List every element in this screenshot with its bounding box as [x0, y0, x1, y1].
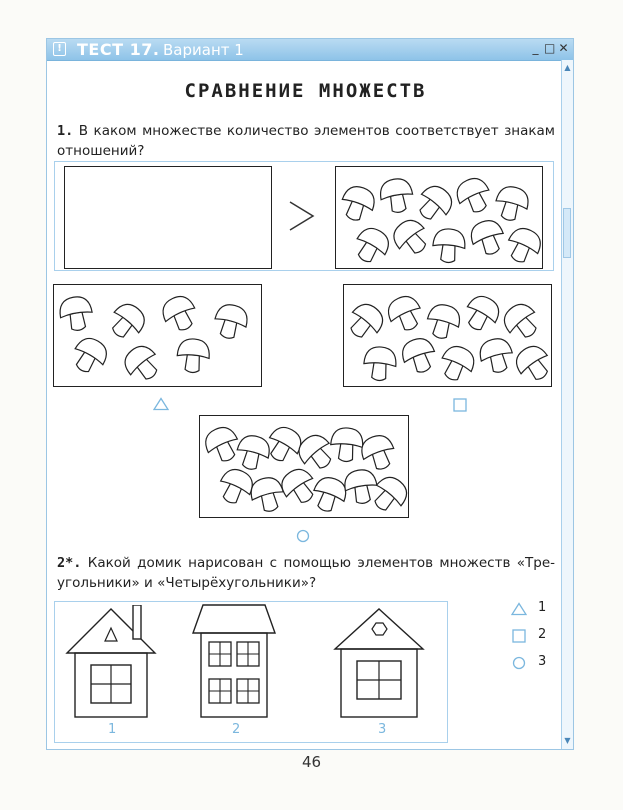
empty-set-box [64, 166, 272, 269]
option-triangle-set[interactable] [53, 284, 262, 387]
option-circle-set[interactable] [199, 415, 409, 518]
question-1 [57, 121, 555, 161]
answer-1-triangle-marker-icon[interactable] [511, 601, 527, 620]
house-1-drawing[interactable] [61, 605, 161, 725]
mushroom-icon [104, 298, 150, 344]
mushroom-icon [498, 298, 544, 344]
warning-icon: ! [53, 42, 66, 56]
mushroom-icon [248, 474, 288, 515]
mushroom-icon [309, 473, 351, 515]
question-2 [57, 553, 555, 593]
vertical-scrollbar[interactable] [561, 60, 573, 749]
title-bar [47, 39, 573, 61]
mushroom-icon [411, 180, 457, 226]
window-controls [530, 41, 569, 55]
scroll-thumb[interactable] [563, 208, 571, 258]
mushroom-icon [214, 465, 257, 509]
house-2-drawing[interactable] [189, 603, 279, 725]
maximize-icon[interactable]: □ [544, 41, 556, 55]
variant-label: Вариант 1 [163, 41, 244, 59]
close-icon[interactable]: ✕ [558, 41, 569, 55]
mushroom-icon [398, 334, 440, 376]
mushroom-icon [342, 467, 379, 506]
mushroom-icon [363, 346, 398, 382]
test-number: ТЕСТ 17. [77, 40, 160, 59]
mushroom-icon [424, 301, 464, 342]
mushroom-icon [158, 292, 201, 336]
answer-3-label: 3 [538, 654, 547, 669]
minimize-icon[interactable]: _ [532, 41, 539, 55]
mushroom-icon [67, 333, 111, 378]
scroll-down-icon[interactable]: ▼ [564, 736, 571, 745]
mushroom-icon [467, 216, 509, 258]
house-3-label: 3 [378, 722, 387, 737]
house-2-label: 2 [232, 722, 241, 737]
mushroom-icon [388, 214, 434, 260]
question-1-number: 1. [57, 123, 74, 139]
mushroom-icon [502, 224, 542, 268]
triangle-marker-icon[interactable] [153, 396, 169, 415]
answer-2-square-marker-icon[interactable] [512, 628, 526, 647]
question-2-text: Какой домик нарисован с помощью элементов множеств «Треугольники» и «Четырёхугольники»? [57, 555, 555, 591]
answer-1-label: 1 [538, 600, 547, 615]
mushroom-icon [436, 342, 479, 386]
mushroom-icon [357, 431, 399, 473]
reference-mushroom-set [335, 166, 543, 269]
answer-2-label: 2 [538, 627, 547, 642]
mushroom-icon [378, 176, 415, 215]
mushroom-icon [432, 228, 467, 264]
mushroom-icon [119, 340, 165, 386]
mushroom-icon [477, 335, 517, 376]
house-1-label: 1 [108, 722, 117, 737]
mushroom-icon [349, 223, 393, 268]
house-3-drawing[interactable] [331, 605, 427, 725]
mushroom-icon [344, 298, 389, 344]
mushroom-icon [176, 338, 211, 374]
mushroom-icon [233, 432, 273, 473]
mushroom-icon [452, 174, 495, 218]
question-1-text: В каком множестве количество элементов соответствует знакам отношений? [57, 123, 555, 159]
mushroom-icon [337, 182, 379, 224]
test-window [46, 38, 574, 750]
mushroom-icon [492, 183, 532, 224]
circle-marker-icon[interactable] [296, 528, 310, 547]
mushroom-icon [511, 341, 551, 386]
mushroom-icon [211, 301, 251, 342]
mushroom-icon [460, 291, 504, 336]
greater-than-sign [287, 199, 317, 237]
answer-3-circle-marker-icon[interactable] [512, 655, 526, 674]
scroll-up-icon[interactable]: ▲ [564, 63, 571, 72]
mushroom-icon [329, 427, 364, 463]
option-square-set[interactable] [343, 284, 552, 387]
square-marker-icon[interactable] [453, 397, 467, 416]
question-2-number: 2*. [57, 555, 82, 571]
mushroom-icon [383, 292, 426, 336]
mushroom-icon [276, 464, 321, 510]
page-title: СРАВНЕНИЕ МНОЖЕСТВ [184, 80, 427, 102]
mushroom-icon [57, 294, 94, 333]
mushroom-icon [201, 423, 244, 467]
page-number: 46 [301, 753, 322, 771]
